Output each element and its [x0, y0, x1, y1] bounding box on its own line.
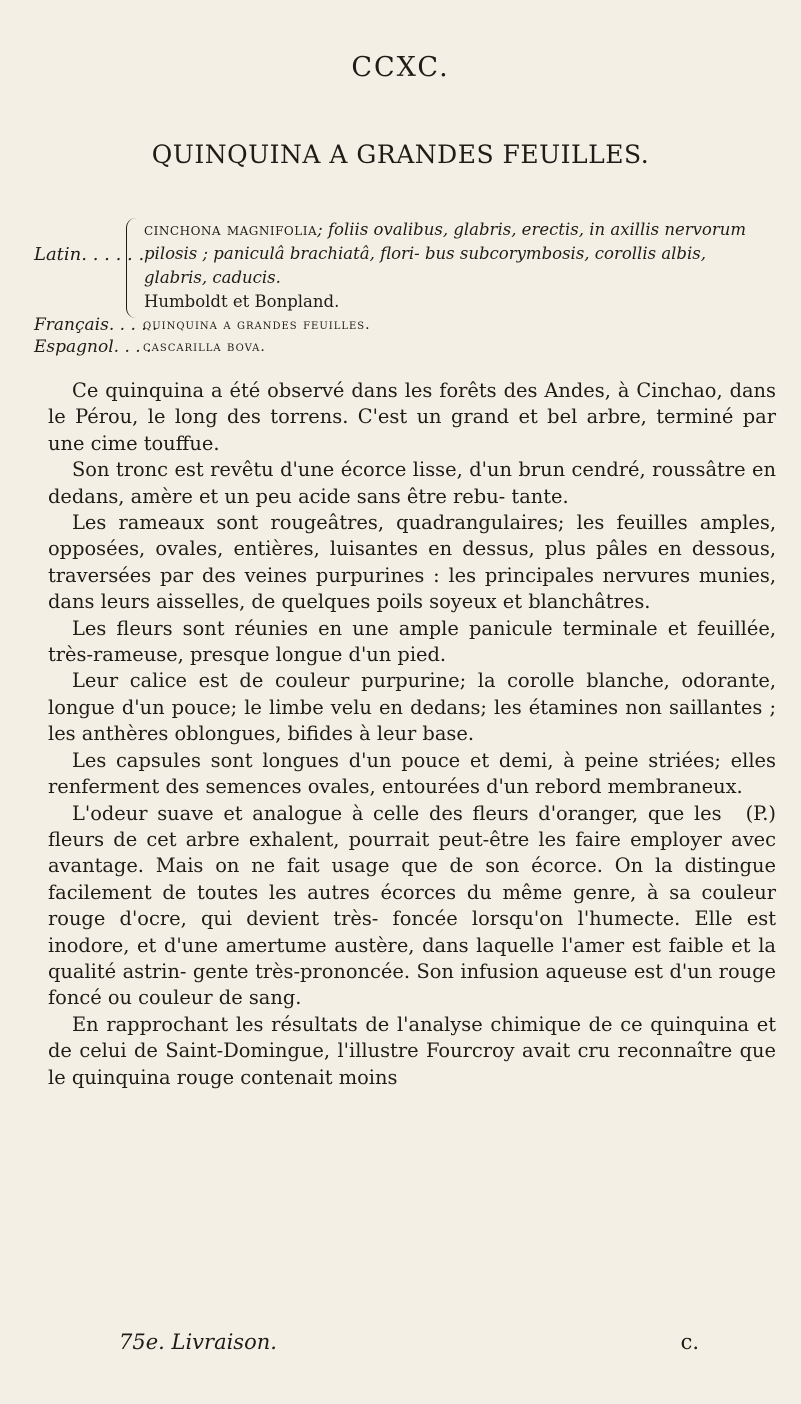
spanish-row: [34, 336, 774, 358]
paragraph: Les fleurs sont réunies en une ample panicule terminale et feuillée, très-rameuse, presque longue d'un pied.: [48, 616, 776, 667]
brace-icon: [126, 218, 136, 318]
paragraph: Ce quinquina a été observé dans les forêts des Andes, à Cinchao, dans le Pérou, le long des torrens. C'est un grand et bel arbre, terminé par une cime touffue.: [48, 379, 776, 455]
page-number: CCXC.: [351, 52, 450, 83]
paragraph: Son tronc est revêtu d'une écorce lisse, d'un brun cendré, roussâtre en dedans, amère et un peu acide sans être rebu- tante.: [48, 458, 776, 508]
latin-label: Latin. . . . . .: [34, 244, 145, 265]
names-block: [34, 218, 774, 358]
paragraph: Les rameaux sont rougeâtres, quadrangulaires; les feuilles amples, opposées, ovales, entières, luisantes en dessus, plus pâles en dessous, traversées par des veines purpurines : les principales nervures munies, dans leurs aisselles, de quelques poils soyeux et blanchâtres.: [48, 511, 776, 614]
signature-mark: c.: [680, 1330, 699, 1354]
latin-desc: ; foliis ovalibus, glabris, erectis, in axillis nervorum pilosis ; paniculâ brachiatâ, flori- bus subcorymbosis, corollis albis, glabris, caducis.: [144, 220, 747, 287]
page-footer: [119, 1330, 699, 1354]
paragraph: Leur calice est de couleur purpurine; la corolle blanche, odorante, longue d'un pouce; le limbe velu en dedans; les étamines non saillantes ; les anthères oblongues, bifides à leur base.: [48, 669, 776, 746]
author-signature: (P.): [745, 801, 776, 825]
paragraph: L'odeur suave et analogue à celle des fleurs d'oranger, que les fleurs de cet arbre exhalent, pourrait peut-être les faire employer avec avantage. Mais on ne fait usage que de son écorce. On la distingue facilement de toutes les autres écorces du même genre, à sa couleur rouge d'ocre, qui devient très- foncée lorsqu'on l'humecte. Elle est inodore, et d'une amertume austère, dans laquelle l'amer est faible et la qualité astrin- gente très-prononcée. Son infusion aqueuse est d'un rouge foncé ou couleur de sang.: [48, 801, 776, 1010]
latin-genus: cinchona magnifolia: [144, 220, 318, 239]
body-text: [48, 378, 776, 1091]
paragraph: En rapprochant les résultats de l'analyse chimique de ce quinquina et de celui de Saint-Domingue, l'illustre Fourcroy avait cru reconnaître que le quinquina rouge contenait moins: [48, 1012, 776, 1089]
french-row: [34, 314, 774, 336]
latin-authors: Humboldt et Bonpland.: [144, 292, 340, 311]
page-title: QUINQUINA A GRANDES FEUILLES.: [151, 140, 650, 169]
paragraph: [48, 748, 776, 825]
spanish-name: cascarilla bova.: [143, 339, 266, 355]
latin-description: [144, 218, 774, 314]
french-name: quinquina a grandes feuilles.: [143, 317, 371, 333]
latin-row: [34, 218, 774, 314]
livraison-label: 75e. Livraison.: [119, 1330, 277, 1354]
paragraph-text: Les capsules sont longues d'un pouce et demi, à peine striées; elles renferment des semences ovales, entourées d'un rebord membraneux.: [48, 748, 776, 799]
spanish-label: Espagnol. . . .: [34, 337, 152, 357]
french-label: Français. . . . .: [34, 315, 158, 335]
